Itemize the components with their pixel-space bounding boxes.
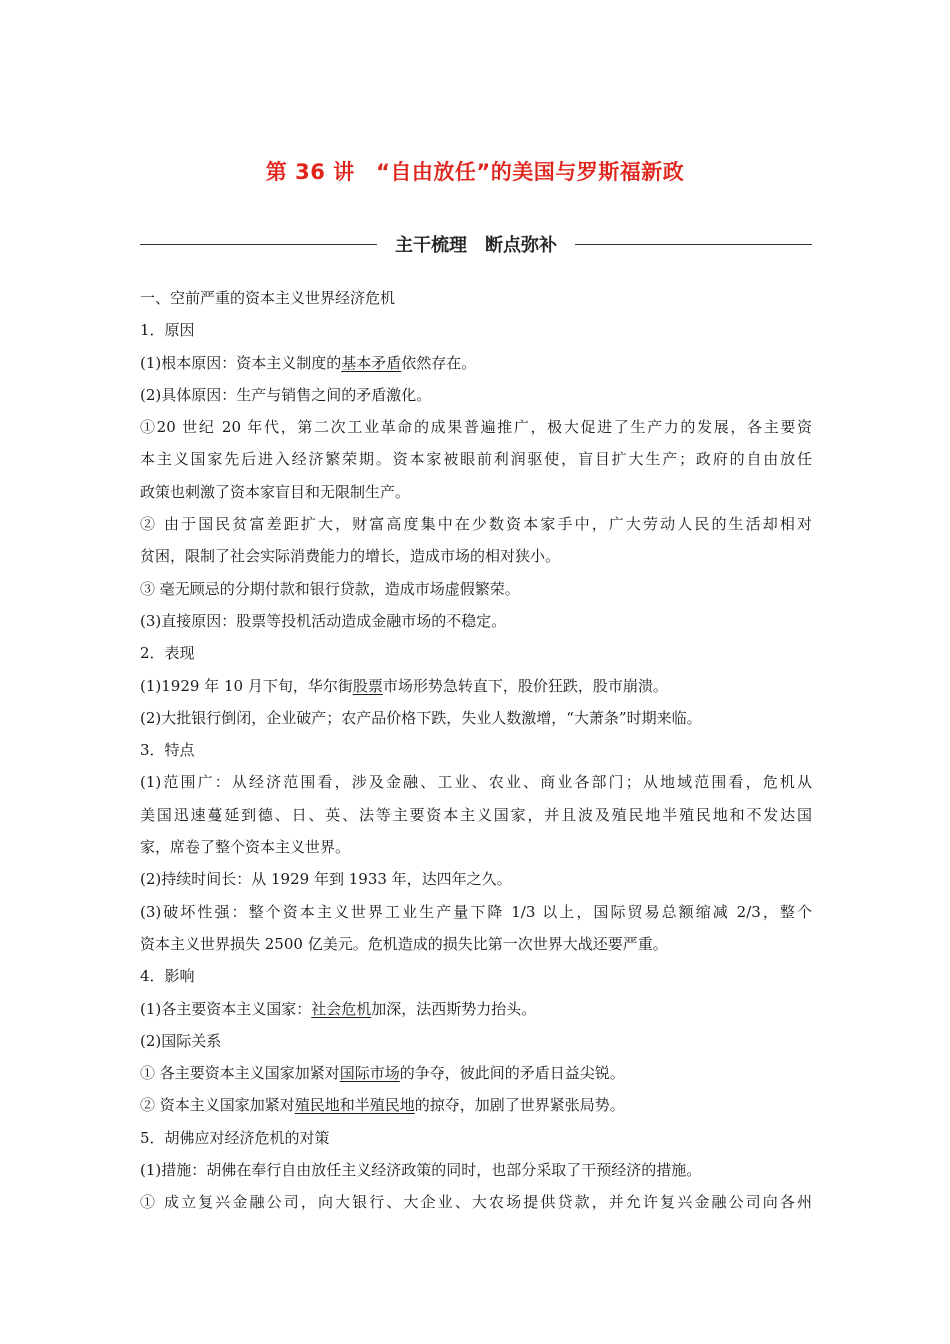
text-line [140, 766, 812, 798]
text-segment: 资本主义世界损失 2500 亿美元。危机造成的损失比第一次世界大战还要严重。 [140, 934, 668, 953]
text-segment: (1)范围广：从经济范围看，涉及金融、工业、农业、商业各部门；从地域范围看，危机从 [140, 773, 812, 792]
text-line [140, 540, 812, 572]
text-line [140, 508, 812, 540]
text-line [140, 993, 812, 1025]
text-line [140, 702, 812, 734]
text-line [140, 1186, 812, 1218]
text-segment: 一、空前严重的资本主义世界经济危机 [140, 289, 396, 307]
text-line [140, 347, 812, 379]
underlined-term: 国际市场 [339, 1064, 400, 1083]
text-line [140, 863, 812, 895]
text-line [140, 1154, 812, 1186]
underlined-term: 殖民地和半殖民地 [294, 1096, 415, 1115]
text-line [140, 1057, 812, 1089]
text-segment: 本主义国家先后进入经济繁荣期。资本家被眼前利润驱使，盲目扩大生产；政府的自由放任 [140, 450, 812, 469]
text-segment: (3)破坏性强：整个资本主义世界工业生产量下降 1/3 以上，国际贸易总额缩减 2/3，整个 [140, 902, 812, 921]
lecture-title: 第 36 讲 “自由放任”的美国与罗斯福新政 [265, 160, 685, 184]
text-line [140, 282, 812, 314]
text-line [140, 411, 812, 443]
text-segment: ② 资本主义国家加紧对 [140, 1096, 295, 1115]
text-segment: 贫困，限制了社会实际消费能力的增长，造成市场的相对狭小。 [140, 547, 561, 566]
text-line [140, 896, 812, 928]
text-line [140, 314, 812, 346]
text-line [140, 573, 812, 605]
text-line [140, 831, 812, 863]
text-segment: (2)大批银行倒闭，企业破产；农产品价格下跌，失业人数激增，“大萧条”时期来临。 [140, 708, 702, 727]
underlined-term: 股票 [352, 676, 383, 695]
text-segment: 2．表现 [140, 644, 195, 663]
text-line [140, 960, 812, 992]
text-segment: 的争夺，彼此间的矛盾日益尖锐。 [399, 1064, 625, 1083]
text-line [140, 670, 812, 702]
text-line [140, 637, 812, 669]
body-text [140, 282, 812, 1219]
text-line [140, 1089, 812, 1121]
text-segment: 政策也刺激了资本家盲目和无限制生产。 [140, 482, 411, 501]
text-segment: (2)国际关系 [140, 1031, 222, 1050]
section-heading-label: 主干梳理 断点弥补 [395, 235, 557, 256]
text-segment: (1)各主要资本主义国家： [140, 999, 312, 1018]
text-segment: (3)直接原因：股票等投机活动造成金融市场的不稳定。 [140, 611, 507, 630]
text-segment: 5．胡佛应对经济危机的对策 [140, 1128, 330, 1147]
text-segment: 依然存在。 [401, 353, 477, 372]
text-segment: 3．特点 [140, 741, 195, 760]
text-segment: 4．影响 [140, 967, 195, 986]
text-segment: 家，席卷了整个资本主义世界。 [140, 838, 351, 857]
text-segment: (2)具体原因：生产与销售之间的矛盾激化。 [140, 385, 432, 404]
text-line [140, 443, 812, 475]
text-line [140, 1122, 812, 1154]
text-line [140, 928, 812, 960]
text-segment: 美国迅速蔓延到德、日、英、法等主要资本主义国家，并且波及殖民地半殖民地和不发达国 [140, 805, 812, 824]
text-segment: ① 成立复兴金融公司，向大银行、大企业、大农场提供贷款，并允许复兴金融公司向各州 [140, 1193, 812, 1212]
heading-rule-right [575, 244, 812, 245]
text-line [140, 799, 812, 831]
underlined-term: 社会危机 [311, 999, 372, 1018]
text-segment: (1)根本原因：资本主义制度的 [140, 353, 342, 372]
text-line [140, 476, 812, 508]
heading-rule-left [140, 244, 377, 245]
text-segment: ①20 世纪 20 年代，第二次工业革命的成果普遍推广，极大促进了生产力的发展，各主要资 [140, 418, 812, 437]
text-line [140, 379, 812, 411]
text-segment: 市场形势急转直下，股价狂跌，股市崩溃。 [382, 676, 668, 695]
text-line [140, 1025, 812, 1057]
text-segment: ③ 毫无顾忌的分期付款和银行贷款，造成市场虚假繁荣。 [140, 579, 520, 598]
text-segment: (2)持续时间长：从 1929 年到 1933 年，达四年之久。 [140, 870, 512, 889]
text-segment: ① 各主要资本主义国家加紧对 [140, 1064, 340, 1083]
text-segment: 加深，法西斯势力抬头。 [371, 999, 537, 1018]
text-segment: ② 由于国民贫富差距扩大，财富高度集中在少数资本家手中，广大劳动人民的生活却相对 [140, 515, 812, 534]
text-segment: (1)1929 年 10 月下旬，华尔街 [140, 676, 353, 695]
text-segment: 的掠夺，加剧了世界紧张局势。 [414, 1096, 625, 1115]
text-segment: (1)措施：胡佛在奉行自由放任主义经济政策的同时，也部分采取了干预经济的措施。 [140, 1161, 702, 1180]
text-segment: 1．原因 [140, 321, 195, 340]
section-heading [140, 230, 812, 258]
text-line [140, 605, 812, 637]
underlined-term: 基本矛盾 [341, 353, 402, 372]
text-line [140, 734, 812, 766]
